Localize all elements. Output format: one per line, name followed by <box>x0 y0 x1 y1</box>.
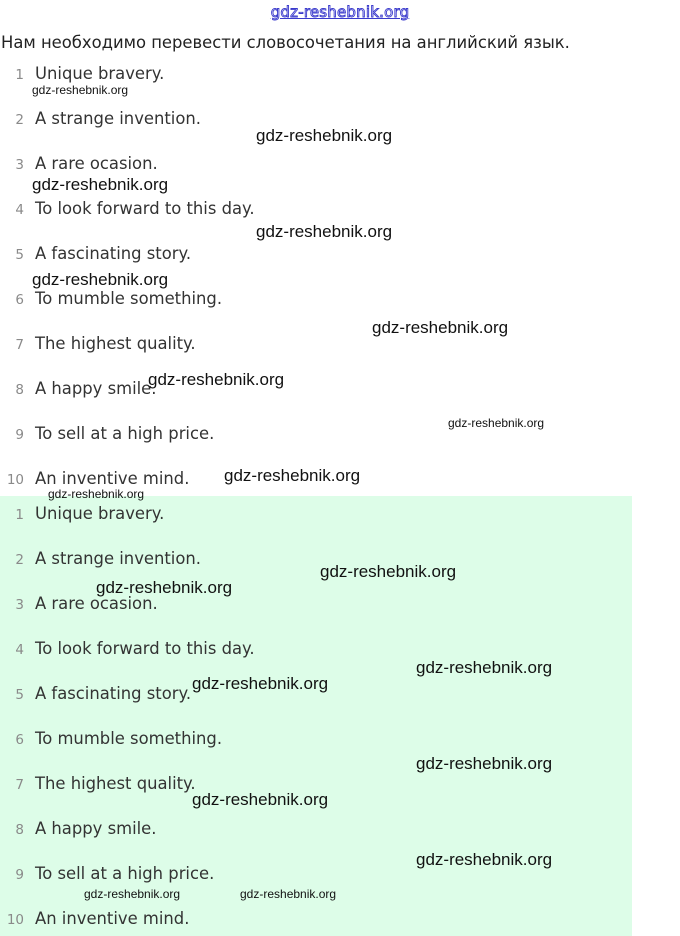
watermark: gdz-reshebnik.org <box>372 318 509 337</box>
list-item <box>0 811 632 856</box>
list-item <box>0 496 632 541</box>
item-text: A fascinating story. <box>35 244 192 263</box>
item-number: 9 <box>15 427 24 443</box>
list-item <box>0 366 632 411</box>
list-item <box>0 456 632 501</box>
item-text: A happy smile. <box>35 379 157 398</box>
list-item <box>0 541 632 586</box>
list-item <box>0 186 632 231</box>
item-number: 4 <box>15 202 24 218</box>
list-item <box>0 231 632 276</box>
watermark: gdz-reshebnik.org <box>320 562 457 581</box>
item-number: 8 <box>15 382 24 398</box>
item-text: A rare ocasion. <box>35 154 158 173</box>
list-item <box>0 276 632 321</box>
watermark: gdz-reshebnik.org <box>48 487 145 501</box>
watermark: gdz-reshebnik.org <box>32 175 169 194</box>
item-text: To look forward to this day. <box>35 199 255 218</box>
task-list <box>0 51 632 496</box>
item-number: 5 <box>15 247 24 263</box>
item-text: An inventive mind. <box>35 909 190 928</box>
watermark: gdz-reshebnik.org <box>416 658 553 677</box>
item-number: 3 <box>15 597 24 613</box>
watermark: gdz-reshebnik.org <box>240 887 337 901</box>
item-text: An inventive mind. <box>35 469 190 488</box>
list-item <box>0 141 632 186</box>
item-text: Unique bravery. <box>35 504 165 523</box>
item-number: 10 <box>6 472 24 488</box>
list-item <box>0 901 632 936</box>
watermark: gdz-reshebnik.org <box>448 416 545 430</box>
item-text: To look forward to this day. <box>35 639 255 658</box>
item-text: To mumble something. <box>35 289 223 308</box>
item-number: 7 <box>15 777 24 793</box>
watermark: gdz-reshebnik.org <box>192 674 329 693</box>
instruction-text: Нам необходимо перевести словосочетания на английский язык. <box>1 33 570 52</box>
list-item <box>0 631 632 676</box>
watermark: gdz-reshebnik.org <box>192 790 329 809</box>
item-number: 7 <box>15 337 24 353</box>
list-item <box>0 856 632 901</box>
item-text: To sell at a high price. <box>35 864 215 883</box>
item-number: 5 <box>15 687 24 703</box>
item-number: 2 <box>15 552 24 568</box>
item-text: A strange invention. <box>35 549 201 568</box>
item-number: 10 <box>6 912 24 928</box>
item-text: A rare ocasion. <box>35 594 158 613</box>
list-item <box>0 321 632 366</box>
item-text: To mumble something. <box>35 729 223 748</box>
watermark: gdz-reshebnik.org <box>256 126 393 145</box>
watermark: gdz-reshebnik.org <box>32 270 169 289</box>
item-number: 8 <box>15 822 24 838</box>
watermark: gdz-reshebnik.org <box>84 887 181 901</box>
site-link[interactable]: gdz-reshebnik.org <box>270 3 410 21</box>
list-item <box>0 411 632 456</box>
watermark: gdz-reshebnik.org <box>224 466 361 485</box>
item-number: 1 <box>15 67 24 83</box>
item-text: To sell at a high price. <box>35 424 215 443</box>
list-item <box>0 766 632 811</box>
watermark: gdz-reshebnik.org <box>256 222 393 241</box>
site-header <box>0 0 680 26</box>
item-number: 2 <box>15 112 24 128</box>
watermark: gdz-reshebnik.org <box>96 578 233 597</box>
list-item <box>0 676 632 721</box>
answer-list <box>0 496 632 936</box>
item-number: 1 <box>15 507 24 523</box>
item-number: 9 <box>15 867 24 883</box>
item-text: A strange invention. <box>35 109 201 128</box>
item-text: Unique bravery. <box>35 64 165 83</box>
list-item <box>0 96 632 141</box>
item-number: 4 <box>15 642 24 658</box>
watermark: gdz-reshebnik.org <box>148 370 285 389</box>
item-text: A fascinating story. <box>35 684 192 703</box>
list-item <box>0 586 632 631</box>
item-number: 6 <box>15 292 24 308</box>
watermark: gdz-reshebnik.org <box>416 850 553 869</box>
item-number: 6 <box>15 732 24 748</box>
list-item <box>0 721 632 766</box>
item-text: The highest quality. <box>35 774 196 793</box>
watermark: gdz-reshebnik.org <box>32 83 129 97</box>
list-item <box>0 51 632 96</box>
item-text: The highest quality. <box>35 334 196 353</box>
watermark: gdz-reshebnik.org <box>416 754 553 773</box>
item-text: A happy smile. <box>35 819 157 838</box>
item-number: 3 <box>15 157 24 173</box>
